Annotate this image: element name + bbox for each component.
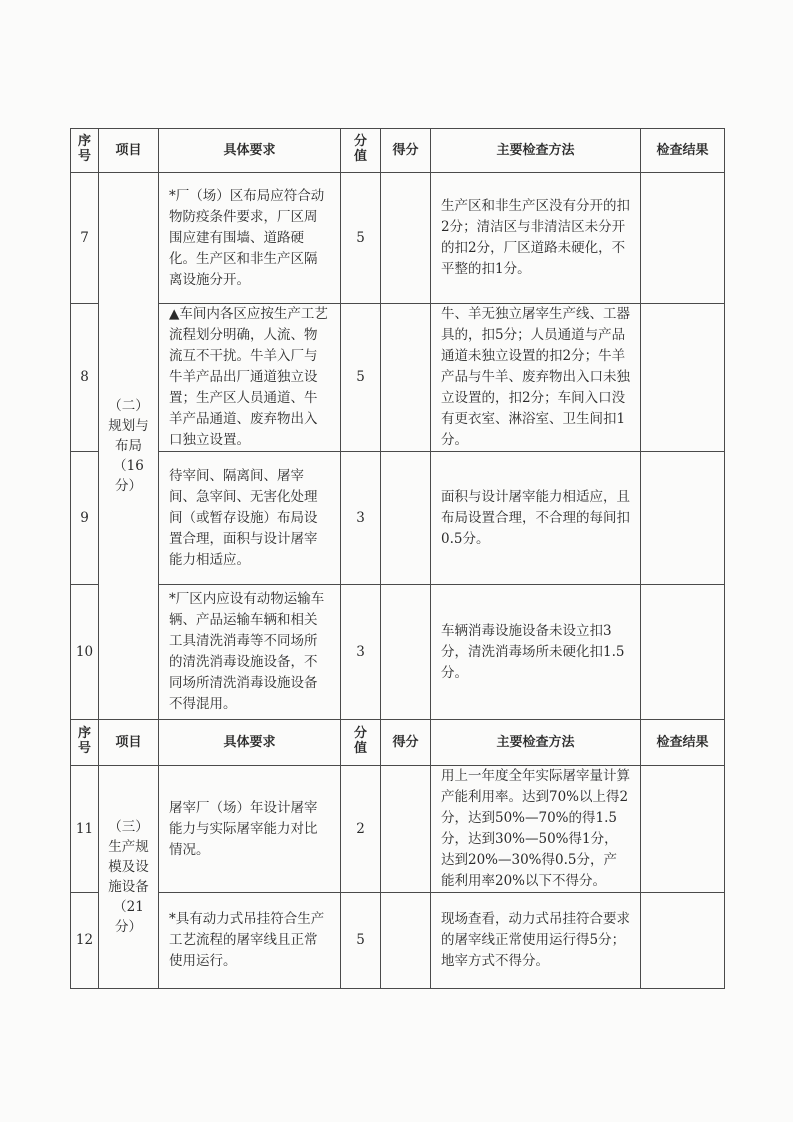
header-result: 检查结果 — [641, 129, 725, 173]
inspection-table — [70, 128, 725, 989]
row-requirement: 待宰间、隔离间、屠宰间、急宰间、无害化处理间（或暂存设施）布局设置合理，面积与设计屠宰能力相适应。 — [159, 452, 341, 585]
table-row — [71, 304, 725, 452]
header-requirement: 具体要求 — [159, 129, 341, 173]
row-requirement: ▲车间内各区应按生产工艺流程划分明确，人流、物流互不干扰。牛羊入厂与牛羊产品出厂通道独立设置；生产区人员通道、牛羊产品通道、废弃物出入口独立设置。 — [159, 304, 341, 452]
row-points: 3 — [341, 585, 381, 720]
row-points: 2 — [341, 766, 381, 893]
header-points: 分值 — [341, 720, 381, 766]
header-result: 检查结果 — [641, 720, 725, 766]
row-method: 牛、羊无独立屠宰生产线、工器具的，扣5分；人员通道与产品通道未独立设置的扣2分；牛羊产品与牛羊、废弃物出入口未独立设置的，扣2分；车间入口没有更衣室、淋浴室、卫生间扣1分。 — [431, 304, 641, 452]
table-row — [71, 893, 725, 989]
header-score: 得分 — [381, 720, 431, 766]
header-seq: 序号 — [71, 720, 99, 766]
row-seq: 12 — [71, 893, 99, 989]
row-method: 生产区和非生产区没有分开的扣2分；清洁区与非清洁区未分开的扣2分，厂区道路未硬化，不平整的扣1分。 — [431, 173, 641, 304]
header-item: 项目 — [99, 129, 159, 173]
header-method: 主要检查方法 — [431, 129, 641, 173]
table-row — [71, 173, 725, 304]
row-method: 面积与设计屠宰能力相适应，且布局设置合理，不合理的每间扣0.5分。 — [431, 452, 641, 585]
row-method: 车辆消毒设施设备未设立扣3分，清洗消毒场所未硬化扣1.5分。 — [431, 585, 641, 720]
row-score-cell[interactable] — [381, 585, 431, 720]
row-score-cell[interactable] — [381, 893, 431, 989]
row-method: 用上一年度全年实际屠宰量计算产能利用率。达到70%以上得2分，达到50%—70%的得1.5分，达到30%—50%得1分，达到20%—30%得0.5分，产能利用率20%以下不得分。 — [431, 766, 641, 893]
table-row — [71, 766, 725, 893]
row-points: 3 — [341, 452, 381, 585]
row-requirement: *厂区内应设有动物运输车辆、产品运输车辆和相关工具清洗消毒等不同场所的清洗消毒设施设备，不同场所清洗消毒设施设备不得混用。 — [159, 585, 341, 720]
row-result-cell[interactable] — [641, 304, 725, 452]
row-method: 现场查看，动力式吊挂符合要求的屠宰线正常使用运行得5分；地宰方式不得分。 — [431, 893, 641, 989]
row-result-cell[interactable] — [641, 766, 725, 893]
header-points: 分值 — [341, 129, 381, 173]
row-score-cell[interactable] — [381, 173, 431, 304]
row-requirement: *厂（场）区布局应符合动物防疫条件要求，厂区周围应建有围墙、道路硬化。生产区和非生产区隔离设施分开。 — [159, 173, 341, 304]
table-row — [71, 585, 725, 720]
header-score: 得分 — [381, 129, 431, 173]
header-row — [71, 129, 725, 173]
header-item: 项目 — [99, 720, 159, 766]
row-seq: 9 — [71, 452, 99, 585]
row-score-cell[interactable] — [381, 304, 431, 452]
header-method: 主要检查方法 — [431, 720, 641, 766]
row-requirement: *具有动力式吊挂符合生产工艺流程的屠宰线且正常使用运行。 — [159, 893, 341, 989]
header-seq: 序号 — [71, 129, 99, 173]
row-result-cell[interactable] — [641, 893, 725, 989]
row-score-cell[interactable] — [381, 766, 431, 893]
row-points: 5 — [341, 304, 381, 452]
row-result-cell[interactable] — [641, 585, 725, 720]
row-points: 5 — [341, 173, 381, 304]
row-seq: 10 — [71, 585, 99, 720]
category-production-scale: （三）生产规模及设施设备（21分） — [99, 766, 159, 989]
category-planning-layout: （二）规划与布局（16分） — [99, 173, 159, 720]
row-score-cell[interactable] — [381, 452, 431, 585]
header-row-repeat — [71, 720, 725, 766]
row-points: 5 — [341, 893, 381, 989]
header-requirement: 具体要求 — [159, 720, 341, 766]
row-seq: 11 — [71, 766, 99, 893]
table-row — [71, 452, 725, 585]
row-requirement: 屠宰厂（场）年设计屠宰能力与实际屠宰能力对比情况。 — [159, 766, 341, 893]
row-seq: 8 — [71, 304, 99, 452]
row-result-cell[interactable] — [641, 173, 725, 304]
row-seq: 7 — [71, 173, 99, 304]
row-result-cell[interactable] — [641, 452, 725, 585]
